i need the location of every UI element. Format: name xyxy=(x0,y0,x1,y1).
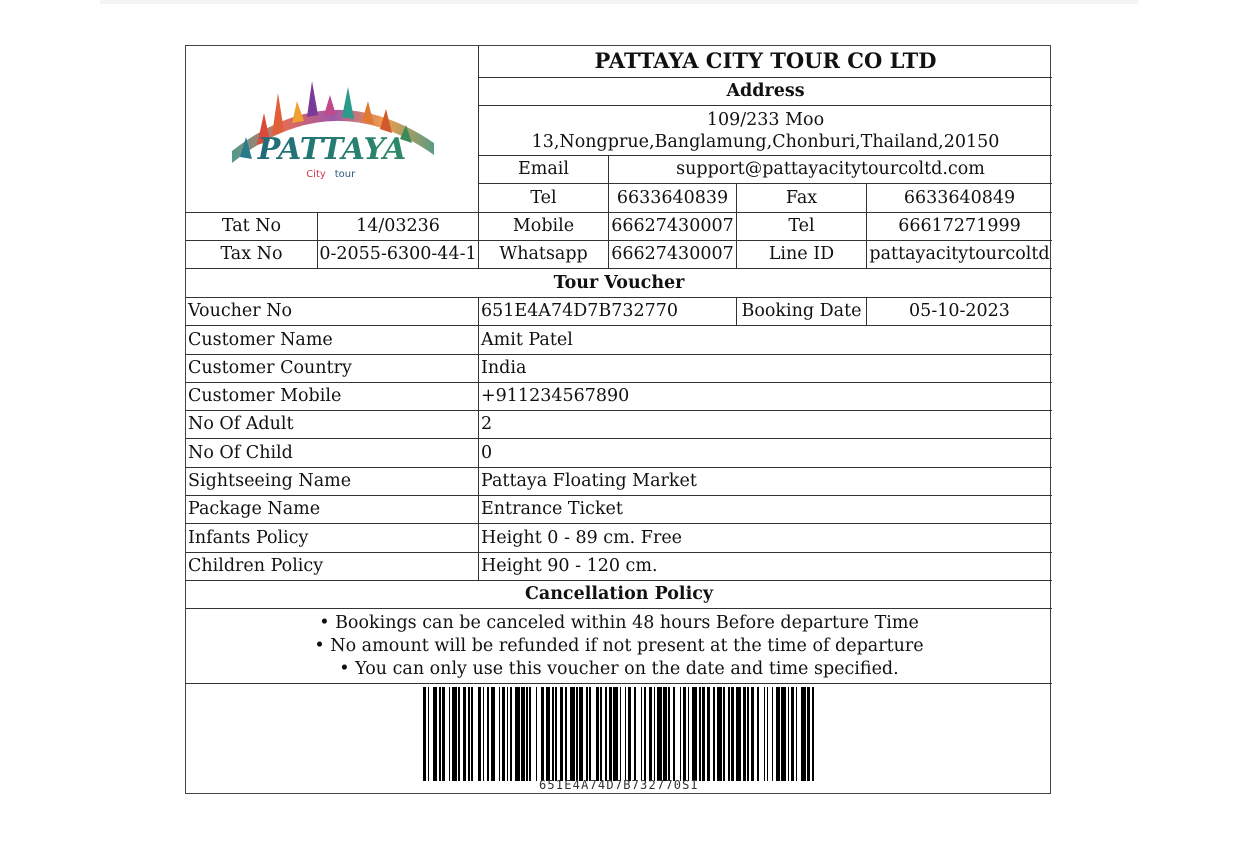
row-label: Customer Country xyxy=(188,358,352,379)
fax-value-cell xyxy=(867,184,1052,213)
pattaya-logo-icon xyxy=(212,73,452,185)
svg-text:tour: tour xyxy=(334,169,356,180)
company-name-text: PATTAYA CITY TOUR CO LTD xyxy=(594,48,937,74)
voucher-no-label-cell xyxy=(186,298,479,326)
customer-name-value-cell xyxy=(479,326,1052,355)
email-link[interactable]: support@pattayacitytourcoltd.com xyxy=(676,159,985,180)
package-name-value-cell xyxy=(479,496,1052,524)
tat-value-cell xyxy=(318,213,479,241)
row-label: Sightseeing Name xyxy=(188,471,352,492)
policy-item: • You can only use this voucher on the date and time specified. xyxy=(339,658,899,679)
whatsapp-label-cell xyxy=(479,241,609,269)
adult-count-label-cell xyxy=(186,411,479,439)
email-value-cell[interactable] xyxy=(609,156,1052,184)
row-label: No Of Child xyxy=(188,442,293,463)
mobile-value-cell xyxy=(609,213,737,241)
tour-voucher-heading xyxy=(186,269,1052,298)
mobile-label-cell xyxy=(479,213,609,241)
company-logo-cell xyxy=(186,46,479,213)
company-name xyxy=(479,46,1052,78)
tour-voucher-title: Tour Voucher xyxy=(553,272,685,293)
policy-item: • No amount will be refunded if not present at the time of departure xyxy=(314,635,924,656)
row-label: Infants Policy xyxy=(188,527,309,548)
barcode-text: 651E4A74D7B732770SI xyxy=(538,778,700,792)
row-value: Entrance Ticket xyxy=(481,499,623,520)
fax-label: Fax xyxy=(785,187,818,208)
tat-label-cell xyxy=(186,213,318,241)
row-value: 2 xyxy=(481,414,493,435)
booking-date-value: 05-10-2023 xyxy=(909,301,1010,322)
customer-mobile-label-cell xyxy=(186,383,479,411)
customer-mobile-value-cell xyxy=(479,383,1052,411)
child-count-label-cell xyxy=(186,439,479,468)
address-label: Address xyxy=(726,81,805,102)
fax-value: 6633640849 xyxy=(903,187,1016,208)
email-label-cell xyxy=(479,156,609,184)
tax-value: 0-2055-6300-44-1 xyxy=(319,244,477,265)
mobile-label: Mobile xyxy=(512,216,575,237)
adult-count-value-cell xyxy=(479,411,1052,439)
children-policy-label-cell xyxy=(186,553,479,581)
barcode-icon xyxy=(423,687,815,781)
policy-item: • Bookings can be canceled within 48 hours Before departure Time xyxy=(319,612,919,633)
children-policy-value-cell xyxy=(479,553,1052,581)
tour-voucher-document xyxy=(185,45,1051,794)
tat-label: Tat No xyxy=(221,216,282,237)
line-id-value: pattayacitytourcoltd xyxy=(869,244,1050,265)
barcode-cell xyxy=(186,684,1052,794)
booking-date-label: Booking Date xyxy=(741,301,862,322)
tax-value-cell xyxy=(318,241,479,269)
whatsapp-value: 66627430007 xyxy=(611,244,734,265)
fax-label-cell xyxy=(737,184,867,213)
email-label: Email xyxy=(518,159,569,180)
row-value: Amit Patel xyxy=(481,329,573,350)
voucher-no-value-cell xyxy=(479,298,737,326)
customer-name-label-cell xyxy=(186,326,479,355)
svg-text:PATTAYA: PATTAYA xyxy=(257,132,407,167)
sightseeing-name-value-cell xyxy=(479,468,1052,496)
booking-date-value-cell xyxy=(867,298,1052,326)
tat-value: 14/03236 xyxy=(356,216,440,237)
infants-policy-value-cell xyxy=(479,524,1052,553)
child-count-value-cell xyxy=(479,439,1052,468)
line-value-cell xyxy=(867,241,1052,269)
cancellation-policy-list xyxy=(186,609,1052,684)
package-name-label-cell xyxy=(186,496,479,524)
row-label: Customer Name xyxy=(188,329,333,350)
customer-country-label-cell xyxy=(186,355,479,383)
cancellation-heading xyxy=(186,581,1052,609)
tax-label: Tax No xyxy=(220,244,283,265)
svg-text:City: City xyxy=(306,169,326,180)
voucher-no-label: Voucher No xyxy=(188,301,293,322)
row-value: +911234567890 xyxy=(481,386,630,407)
booking-date-label-cell xyxy=(737,298,867,326)
whatsapp-label: Whatsapp xyxy=(499,244,588,265)
row-label: Customer Mobile xyxy=(188,386,342,407)
tel2-label-cell xyxy=(737,213,867,241)
tax-label-cell xyxy=(186,241,318,269)
whatsapp-value-cell xyxy=(609,241,737,269)
address-heading xyxy=(479,78,1052,106)
page-top-edge xyxy=(100,0,1138,4)
tel2-label: Tel xyxy=(788,216,815,237)
mobile-value: 66627430007 xyxy=(611,216,734,237)
row-value: Height 90 - 120 cm. xyxy=(481,556,658,577)
tel2-value-cell xyxy=(867,213,1052,241)
customer-country-value-cell xyxy=(479,355,1052,383)
address-line-1: 109/233 Moo xyxy=(706,109,825,130)
address-value xyxy=(479,106,1052,156)
row-label: Package Name xyxy=(188,499,321,520)
tel-label: Tel xyxy=(530,187,557,208)
cancellation-title: Cancellation Policy xyxy=(524,584,714,605)
address-line-2: 13,Nongprue,Banglamung,Chonburi,Thailand,20150 xyxy=(531,131,1000,152)
row-value: Height 0 - 89 cm. Free xyxy=(481,527,683,548)
tel-value: 6633640839 xyxy=(616,187,729,208)
line-id-label: Line ID xyxy=(768,244,835,265)
sightseeing-name-label-cell xyxy=(186,468,479,496)
tel-value-cell xyxy=(609,184,737,213)
row-value: 0 xyxy=(481,442,493,463)
line-label-cell xyxy=(737,241,867,269)
tel-label-cell xyxy=(479,184,609,213)
row-label: Children Policy xyxy=(188,556,324,577)
row-value: Pattaya Floating Market xyxy=(481,471,697,492)
infants-policy-label-cell xyxy=(186,524,479,553)
tel2-value: 66617271999 xyxy=(898,216,1021,237)
voucher-no-value: 651E4A74D7B732770 xyxy=(481,301,679,322)
row-value: India xyxy=(481,358,527,379)
row-label: No Of Adult xyxy=(188,414,294,435)
